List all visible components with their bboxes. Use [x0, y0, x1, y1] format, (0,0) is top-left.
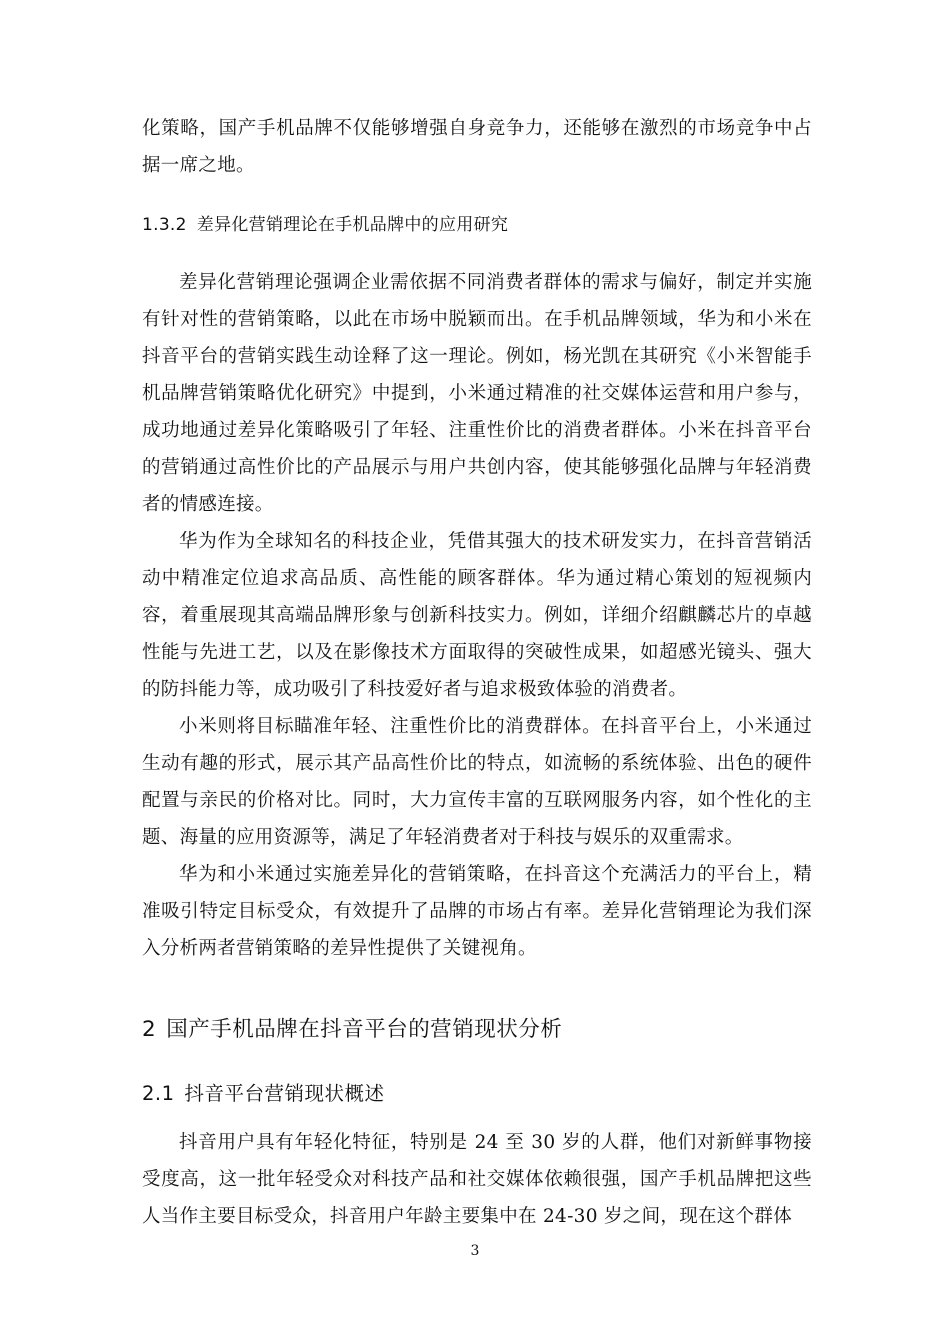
section-number: 1.3.2 — [142, 215, 187, 235]
section-1-3-2-body — [142, 264, 812, 967]
section-title: 差异化营销理论在手机品牌中的应用研究 — [196, 215, 509, 235]
top-paragraph-block — [142, 110, 812, 184]
chapter-number: 2 — [142, 1017, 157, 1042]
chapter-title: 国产手机品牌在抖音平台的营销现状分析 — [166, 1017, 563, 1042]
page-number: 3 — [470, 1243, 480, 1259]
paragraph: 差异化营销理论强调企业需依据不同消费者群体的需求与偏好，制定并实施有针对性的营销策略，以此在市场中脱颖而出。在手机品牌领域，华为和小米在抖音平台的营销实践生动诠释了这一理论。例如，杨光凯在其研究《小米智能手机品牌营销策略优化研究》中提到，小米通过精准的社交媒体运营和用户参与，成功地通过差异化策略吸引了年轻、注重性价比的消费者群体。小米在抖音平台的营销通过高性价比的产品展示与用户共创内容，使其能够强化品牌与年轻消费者的情感连接。 — [142, 272, 812, 515]
paragraph: 华为和小米通过实施差异化的营销策略，在抖音这个充满活力的平台上，精准吸引特定目标受众，有效提升了品牌的市场占有率。差异化营销理论为我们深入分析两者营销策略的差异性提供了关键视角。 — [142, 864, 812, 959]
section-number: 2.1 — [142, 1082, 175, 1105]
top-paragraph: 化策略，国产手机品牌不仅能够增强自身竞争力，还能够在激烈的市场竞争中占据一席之地。 — [142, 118, 812, 176]
paragraph: 华为作为全球知名的科技企业，凭借其强大的技术研发实力，在抖音营销活动中精准定位追求高品质、高性能的顾客群体。华为通过精心策划的短视频内容，着重展现其高端品牌形象与创新科技实力。例如，详细介绍麒麟芯片的卓越性能与先进工艺，以及在影像技术方面取得的突破性成果，如超感光镜头、强大的防抖能力等，成功吸引了科技爱好者与追求极致体验的消费者。 — [142, 531, 812, 700]
section-title: 抖音平台营销现状概述 — [184, 1082, 385, 1105]
section-2-1-body — [142, 1124, 812, 1235]
section-heading-2-1 — [142, 1078, 385, 1106]
paragraph: 小米则将目标瞄准年轻、注重性价比的消费群体。在抖音平台上，小米通过生动有趣的形式，展示其产品高性价比的特点，如流畅的系统体验、出色的硬件配置与亲民的价格对比。同时，大力宣传丰富的互联网服务内容，如个性化的主题、海量的应用资源等，满足了年轻消费者对于科技与娱乐的双重需求。 — [142, 716, 812, 848]
paragraph: 抖音用户具有年轻化特征，特别是 24 至 30 岁的人群，他们对新鲜事物接受度高，这一批年轻受众对科技产品和社交媒体依赖很强，国产手机品牌把这些人当作主要目标受众，抖音用户年龄主要集中在 24-30 岁之间，现在这个群体 — [142, 1132, 812, 1227]
section-heading-1-3-2 — [142, 210, 508, 235]
chapter-heading-2 — [142, 1012, 562, 1043]
